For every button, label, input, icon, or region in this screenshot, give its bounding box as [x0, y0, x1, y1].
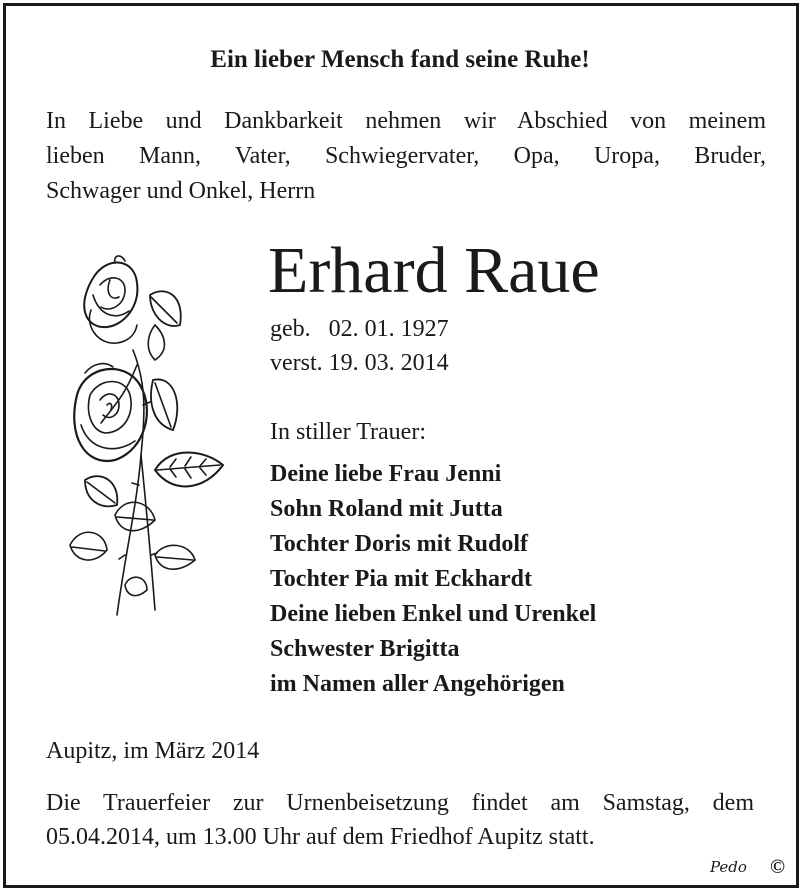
mourner-entry: Deine lieben Enkel und Urenkel [270, 601, 597, 627]
headline: Ein lieber Mensch fand seine Ruhe! [210, 46, 590, 73]
mourner-entry: Tochter Pia mit Eckhardt [270, 566, 532, 592]
designer-signature: Pedo [710, 858, 747, 876]
mourner-entry: im Namen aller Angehörigen [270, 671, 565, 697]
intro-line: In Liebe und Dankbarkeit nehmen wir Abschied von meinem [46, 108, 766, 134]
mourner-entry: Schwester Brigitta [270, 636, 460, 662]
copyright-mark: © [770, 856, 785, 878]
deceased-name: Erhard Raue [268, 234, 600, 307]
place-date: Aupitz, im März 2014 [46, 738, 260, 764]
rose-illustration [55, 255, 230, 625]
ceremony-line: 05.04.2014, um 13.00 Uhr auf dem Friedhof Aupitz statt. [46, 824, 595, 850]
mourner-entry: Deine liebe Frau Jenni [270, 461, 502, 487]
birth-date: geb. 02. 01. 1927 [270, 316, 449, 342]
life-dates [270, 312, 449, 380]
intro-line: Schwager und Onkel, Herrn [46, 178, 316, 204]
mourners-list [270, 457, 596, 702]
mourner-entry: Tochter Doris mit Rudolf [270, 531, 528, 557]
ceremony-info [46, 786, 754, 854]
ceremony-line: Die Trauerfeier zur Urnenbeisetzung findet am Samstag, dem [46, 790, 754, 816]
mourners-label: In stiller Trauer: [270, 419, 426, 445]
death-date: verst. 19. 03. 2014 [270, 350, 449, 376]
intro-line: lieben Mann, Vater, Schwiegervater, Opa, Uropa, Bruder, [46, 143, 766, 169]
mourner-entry: Sohn Roland mit Jutta [270, 496, 503, 522]
intro-text [46, 104, 766, 209]
